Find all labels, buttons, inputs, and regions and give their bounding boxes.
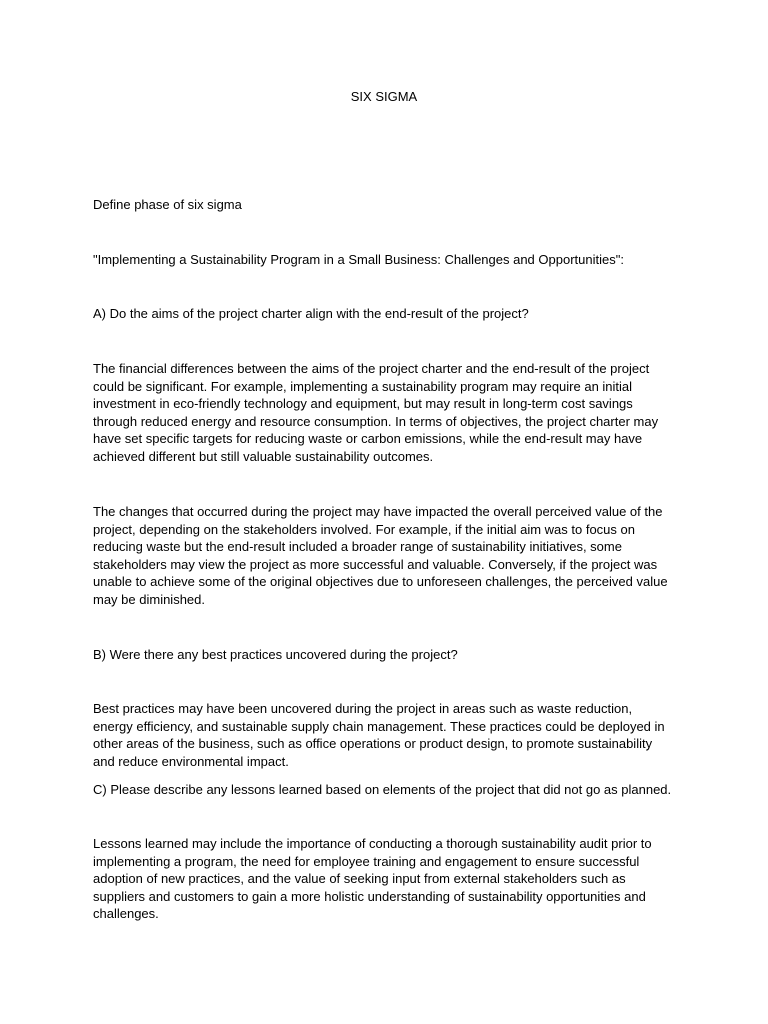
answer-a-paragraph-1: The financial differences between the aims of the project charter and the end-result of the project could be significant. For example, implementing a sustainability program may require an initial investment in eco-friendly technology and equipment, but may result in long-term cost savings through reduced energy and resource consumption. In terms of objectives, the project charter may have set specific targets for reducing waste or carbon emissions, while the end-result may have achieved different but still valuable sustainability outcomes. (93, 361, 659, 464)
document-subtitle: Define phase of six sigma (93, 197, 242, 212)
answer-b-paragraph: Best practices may have been uncovered during the project in areas such as waste reduction, energy efficiency, and sustainable supply chain management. These practices could be deployed in other areas of the business, such as office operations or product design, to promote sustainability and reduce environmental impact. (93, 701, 665, 769)
question-a: A) Do the aims of the project charter align with the end-result of the project? (93, 306, 529, 321)
topic-heading: "Implementing a Sustainability Program in a Small Business: Challenges and Opportunities": (93, 252, 624, 267)
answer-c-paragraph: Lessons learned may include the importance of conducting a thorough sustainability audit prior to implementing a program, the need for employee training and engagement to ensure successful adoption of new practices, and the value of seeking input from external stakeholders such as suppliers and customers to gain a more holistic understanding of sustainability opportunities and challenges. (93, 836, 652, 922)
document-title: SIX SIGMA (350, 89, 418, 104)
answer-a-paragraph-2: The changes that occurred during the project may have impacted the overall perceived value of the project, depending on the stakeholders involved. For example, if the initial aim was to focus on reducing waste but the end-result included a broader range of sustainability initiatives, some stakeholders may view the project as more successful and valuable. Conversely, if the project was unable to achieve some of the original objectives due to unforeseen challenges, the perceived value may be diminished. (93, 504, 668, 607)
question-c: C) Please describe any lessons learned based on elements of the project that did not go as planned. (93, 782, 672, 797)
question-b: B) Were there any best practices uncovered during the project? (93, 647, 458, 662)
